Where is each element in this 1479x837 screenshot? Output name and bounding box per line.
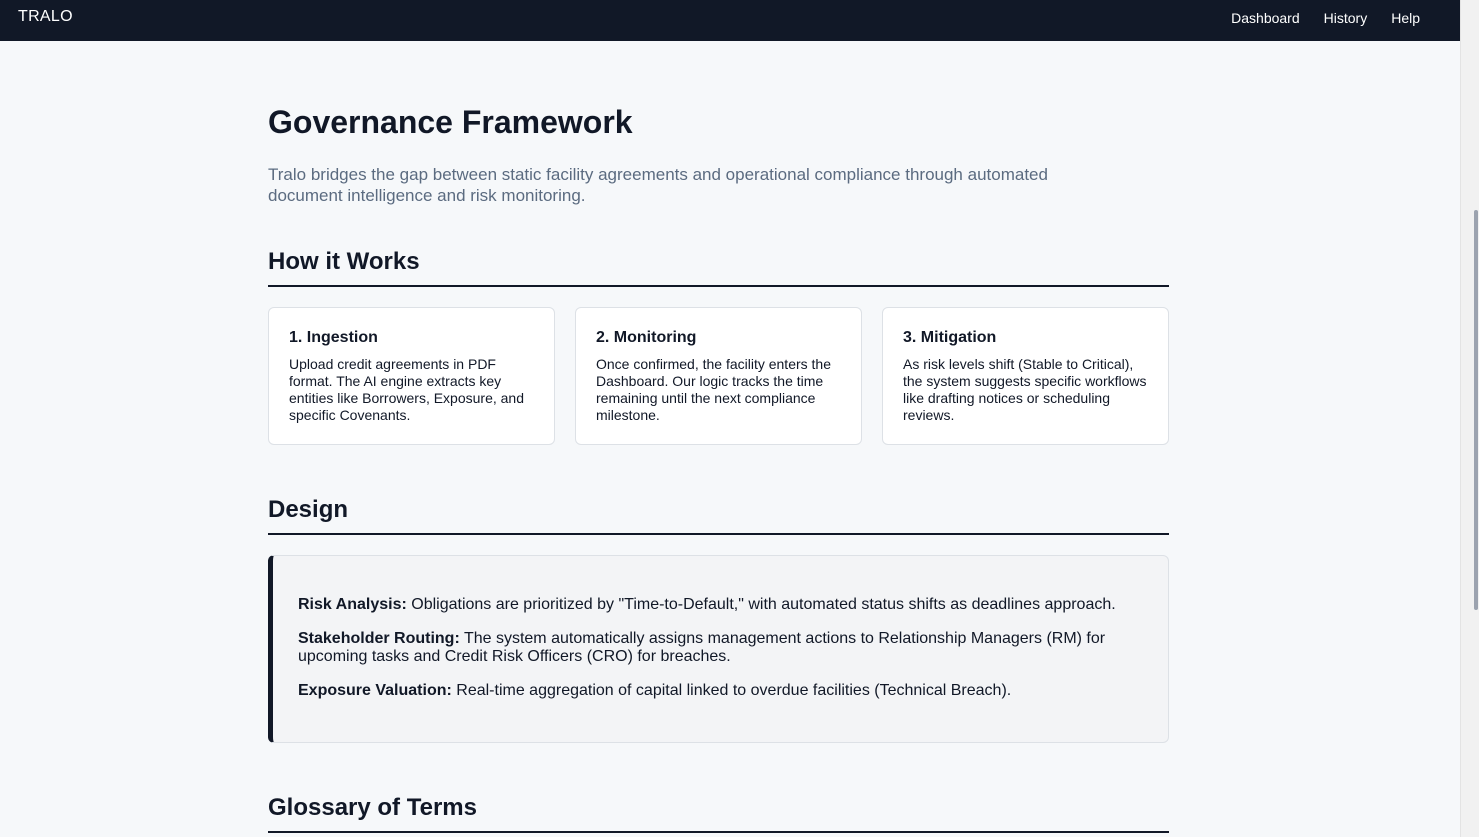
brand-logo[interactable]: TRALO xyxy=(18,8,73,25)
design-item-stakeholder-routing xyxy=(298,630,1143,666)
main-content xyxy=(268,41,1169,833)
card-monitoring xyxy=(575,307,862,445)
card-ingestion xyxy=(268,307,555,445)
design-item-text: The system automatically assigns management actions to Relationship Managers (RM) for upcoming tasks and Credit Risk Officers (CRO) for breaches. xyxy=(298,630,1106,665)
design-item-text: Real-time aggregation of capital linked to overdue facilities (Technical Breach). xyxy=(451,682,1012,699)
nav-link-dashboard[interactable]: Dashboard xyxy=(1231,10,1300,26)
scrollbar-thumb[interactable] xyxy=(1474,210,1478,610)
section-title-glossary: Glossary of Terms xyxy=(268,794,1169,833)
how-it-works-cards xyxy=(268,307,1169,445)
design-callout xyxy=(268,555,1169,743)
nav-link-help[interactable]: Help xyxy=(1391,10,1420,26)
design-item-label: Risk Analysis: xyxy=(298,596,407,613)
section-title-design: Design xyxy=(268,496,1169,535)
card-mitigation xyxy=(882,307,1169,445)
top-navbar xyxy=(0,0,1460,41)
card-title: 3. Mitigation xyxy=(903,329,997,346)
design-item-label: Stakeholder Routing: xyxy=(298,630,460,647)
design-item-text: Obligations are prioritized by "Time-to-Default," with automated status shifts as deadlines approach. xyxy=(406,596,1116,613)
section-title-how-it-works: How it Works xyxy=(268,248,1169,287)
design-item-exposure-valuation xyxy=(298,682,1143,700)
card-text: Once confirmed, the facility enters the Dashboard. Our logic tracks the time remaining until the next compliance milestone. xyxy=(596,356,831,423)
nav-link-history[interactable]: History xyxy=(1323,10,1368,26)
card-text: Upload credit agreements in PDF format. The AI engine extracts key entities like Borrowers, Exposure, and specific Covenants. xyxy=(289,356,524,423)
design-item-risk-analysis xyxy=(298,596,1143,614)
card-text: As risk levels shift (Stable to Critical), the system suggests specific workflows like drafting notices or scheduling reviews. xyxy=(903,356,1147,423)
nav-links xyxy=(1231,10,1420,26)
design-item-label: Exposure Valuation: xyxy=(298,682,452,699)
page-intro: Tralo bridges the gap between static facility agreements and operational compliance through automated document intelligence and risk monitoring. xyxy=(268,165,1048,205)
page-title: Governance Framework xyxy=(268,104,633,140)
card-title: 2. Monitoring xyxy=(596,329,697,346)
card-title: 1. Ingestion xyxy=(289,329,378,346)
